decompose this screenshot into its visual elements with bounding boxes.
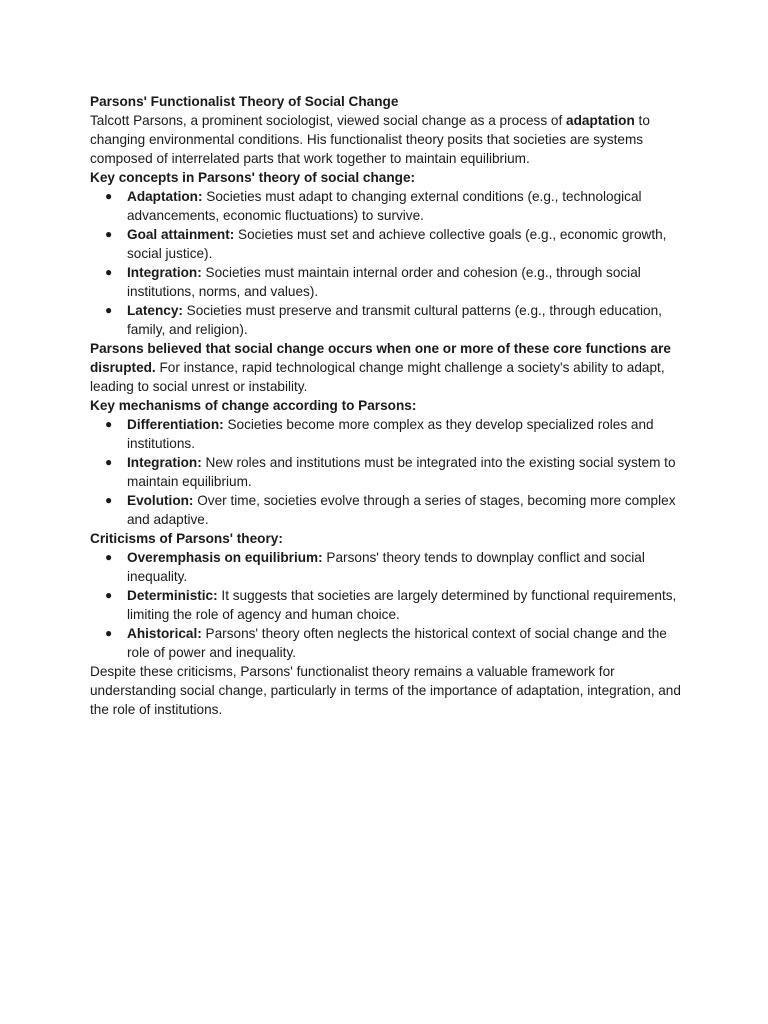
- intro-paragraph: [90, 111, 688, 168]
- bullet-icon: ●: [105, 455, 113, 469]
- disruption-paragraph: [90, 339, 688, 396]
- list-item-text: Societies become more complex as they develop specialized roles and institutions.: [127, 417, 654, 451]
- list-item: [105, 491, 688, 529]
- list-item-text: Societies must set and achieve collective goals (e.g., economic growth, social justice).: [127, 227, 667, 261]
- intro-bold-word: adaptation: [566, 113, 635, 128]
- bullet-icon: ●: [105, 227, 113, 241]
- list-item: [105, 301, 688, 339]
- bullet-icon: ●: [105, 189, 113, 203]
- disruption-bold: Parsons believed that social change occurs when one or more of these core functions are disrupted.: [90, 341, 671, 375]
- list-item-text: Societies must preserve and transmit cultural patterns (e.g., through education, family, and religion).: [127, 303, 662, 337]
- list-item-term: Integration:: [127, 455, 202, 470]
- list-item-term: Overemphasis on equilibrium:: [127, 550, 323, 565]
- bullet-icon: ●: [105, 588, 113, 602]
- key-concepts-list: [90, 187, 688, 339]
- list-item-text: New roles and institutions must be integrated into the existing social system to maintain equilibrium.: [127, 455, 676, 489]
- list-item: [105, 225, 688, 263]
- list-item: [105, 415, 688, 453]
- mechanisms-heading: Key mechanisms of change according to Parsons:: [90, 398, 417, 413]
- list-item-term: Ahistorical:: [127, 626, 202, 641]
- list-item-term: Differentiation:: [127, 417, 224, 432]
- intro-text-after: to changing environmental conditions. His functionalist theory posits that societies are systems composed of interrelated parts that work together to maintain equilibrium.: [90, 113, 650, 166]
- list-item-text: Parsons' theory often neglects the historical context of social change and the role of power and inequality.: [127, 626, 667, 660]
- list-item-text: Societies must maintain internal order and cohesion (e.g., through social institutions, norms, and values).: [127, 265, 641, 299]
- bullet-icon: ●: [105, 417, 113, 431]
- bullet-icon: ●: [105, 493, 113, 507]
- bullet-icon: ●: [105, 626, 113, 640]
- list-item: [105, 453, 688, 491]
- bullet-icon: ●: [105, 550, 113, 564]
- intro-text-before: Talcott Parsons, a prominent sociologist, viewed social change as a process of: [90, 113, 567, 128]
- list-item-term: Adaptation:: [127, 189, 203, 204]
- list-item-text: Over time, societies evolve through a series of stages, becoming more complex and adaptive.: [127, 493, 676, 527]
- list-item: [105, 187, 688, 225]
- key-concepts-heading: Key concepts in Parsons' theory of social change:: [90, 170, 416, 185]
- list-item: [105, 548, 688, 586]
- list-item-text: Societies must adapt to changing external conditions (e.g., technological advancements, economic fluctuations) to survive.: [127, 189, 642, 223]
- document-title: Parsons' Functionalist Theory of Social Change: [90, 94, 399, 109]
- list-item-text: It suggests that societies are largely determined by functional requirements, limiting the role of agency and human choice.: [127, 588, 677, 622]
- conclusion-paragraph: Despite these criticisms, Parsons' functionalist theory remains a valuable framework for understanding social change, particularly in terms of the importance of adaptation, integration, and the role of institutions.: [90, 664, 681, 717]
- list-item-term: Goal attainment:: [127, 227, 235, 242]
- criticisms-heading: Criticisms of Parsons' theory:: [90, 531, 283, 546]
- list-item: [105, 263, 688, 301]
- criticisms-list: [90, 548, 688, 662]
- list-item-term: Latency:: [127, 303, 183, 318]
- list-item-term: Evolution:: [127, 493, 194, 508]
- bullet-icon: ●: [105, 303, 113, 317]
- bullet-icon: ●: [105, 265, 113, 279]
- disruption-text: For instance, rapid technological change might challenge a society's ability to adapt, leading to social unrest or instability.: [90, 360, 665, 394]
- list-item-text: Parsons' theory tends to downplay conflict and social inequality.: [127, 550, 645, 584]
- list-item-term: Integration:: [127, 265, 202, 280]
- mechanisms-list: [90, 415, 688, 529]
- list-item-term: Deterministic:: [127, 588, 218, 603]
- list-item: [105, 586, 688, 624]
- list-item: [105, 624, 688, 662]
